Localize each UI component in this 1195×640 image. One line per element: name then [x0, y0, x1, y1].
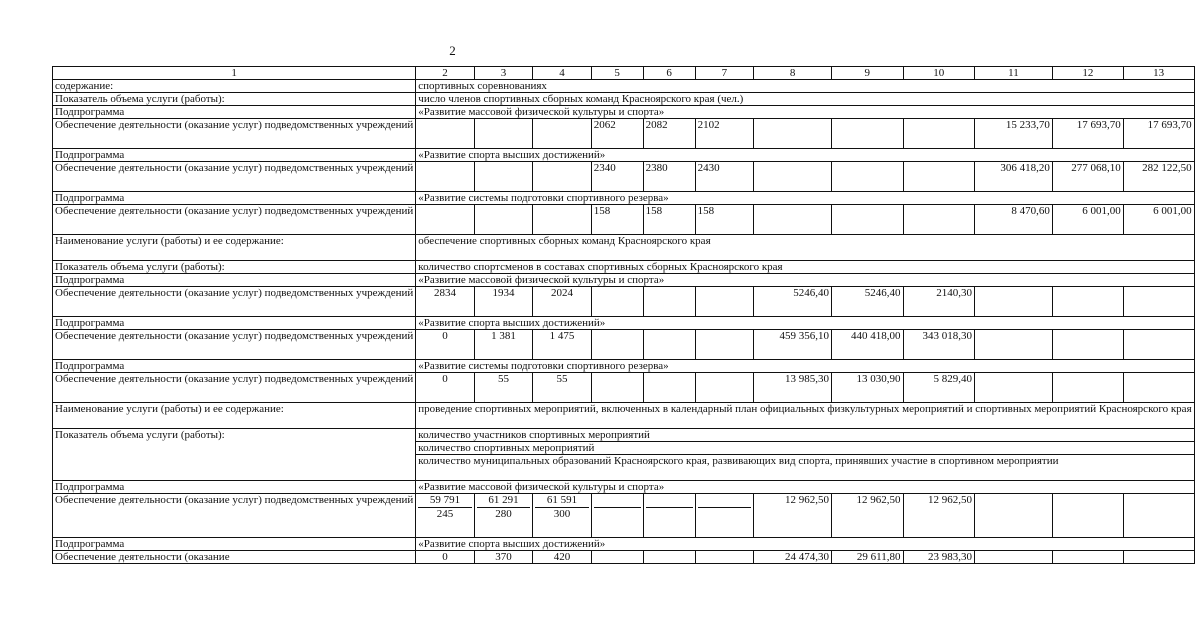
cell-11: 8 470,60	[974, 205, 1052, 235]
service-name: обеспечение спортивных сборных команд Красноярского края	[416, 235, 1194, 261]
cell-8: 13 985,30	[754, 373, 832, 403]
cell-10: 2140,30	[903, 287, 974, 317]
row-label: Обеспечение деятельности (оказание услуг) подведомственных учреждений	[53, 494, 416, 538]
cell-10: 343 018,30	[903, 330, 974, 360]
row-label: Подпрограмма	[53, 360, 416, 373]
services-table	[52, 66, 1195, 564]
header-col-6: 6	[643, 67, 695, 80]
cell-4a: 61 591	[535, 494, 588, 508]
cell-3: 1934	[474, 287, 532, 317]
row-label: Подпрограмма	[53, 274, 416, 287]
row-label: Обеспечение деятельности (оказание услуг) подведомственных учреждений	[53, 162, 416, 192]
cell-4-split	[533, 494, 591, 538]
cell-3b: 280	[495, 508, 512, 520]
table-row	[53, 494, 1195, 538]
cell-2-split	[416, 494, 474, 538]
table-row	[53, 162, 1195, 192]
cell-5: 158	[591, 205, 643, 235]
cell-3: 1 381	[474, 330, 532, 360]
header-col-11: 11	[974, 67, 1052, 80]
row-value: спортивных соревнованиях	[416, 80, 1194, 93]
cell-4: 2024	[533, 287, 591, 317]
table-row	[53, 235, 1195, 261]
header-col-12: 12	[1052, 67, 1123, 80]
header-col-13: 13	[1123, 67, 1194, 80]
subprogram-name: «Развитие массовой физической культуры и спорта»	[416, 481, 1194, 494]
table-row	[53, 93, 1195, 106]
cell-8: 459 356,10	[754, 330, 832, 360]
subprogram-name: «Развитие спорта высших достижений»	[416, 149, 1194, 162]
cell-7: 158	[695, 205, 753, 235]
cell-3-split	[474, 494, 532, 538]
cell-2: 0	[416, 373, 474, 403]
table-row	[53, 330, 1195, 360]
cell-3: 55	[474, 373, 532, 403]
subprogram-name: «Развитие спорта высших достижений»	[416, 538, 1194, 551]
cell-9: 12 962,50	[832, 494, 903, 538]
cell-2: 2834	[416, 287, 474, 317]
table-row	[53, 403, 1195, 429]
cell-3a: 61 291	[477, 494, 530, 508]
table-row	[53, 481, 1195, 494]
cell-5: 2340	[591, 162, 643, 192]
table-row	[53, 192, 1195, 205]
cell-9: 29 611,80	[832, 551, 903, 564]
table-row	[53, 274, 1195, 287]
header-col-7: 7	[695, 67, 753, 80]
header-col-4: 4	[533, 67, 591, 80]
subprogram-name: «Развитие массовой физической культуры и спорта»	[416, 274, 1194, 287]
table-row	[53, 205, 1195, 235]
cell-8: 5246,40	[754, 287, 832, 317]
subprogram-name: «Развитие массовой физической культуры и спорта»	[416, 106, 1194, 119]
header-col-2: 2	[416, 67, 474, 80]
cell-8: 12 962,50	[754, 494, 832, 538]
table-row	[53, 429, 1195, 442]
cell-6: 158	[643, 205, 695, 235]
cell-11: 15 233,70	[974, 119, 1052, 149]
indicator-b: количество спортивных мероприятий	[416, 442, 1194, 455]
cell-12: 17 693,70	[1052, 119, 1123, 149]
cell-5: 2062	[591, 119, 643, 149]
cell-4b: 300	[553, 508, 571, 520]
cell-2: 0	[416, 551, 474, 564]
table-row	[53, 80, 1195, 93]
cell-2a: 59 791	[418, 494, 471, 508]
row-label: Подпрограмма	[53, 538, 416, 551]
cell-13: 6 001,00	[1123, 205, 1194, 235]
table-row	[53, 538, 1195, 551]
cell-4: 55	[533, 373, 591, 403]
row-label: Наименование услуги (работы) и ее содержание:	[53, 235, 416, 261]
subprogram-name: «Развитие системы подготовки спортивного резерва»	[416, 360, 1194, 373]
row-label: Наименование услуги (работы) и ее содержание:	[53, 403, 416, 429]
row-label: Обеспечение деятельности (оказание услуг) подведомственных учреждений	[53, 330, 416, 360]
row-label: Показатель объема услуги (работы):	[53, 261, 416, 274]
header-row	[53, 67, 1195, 80]
cell-10: 12 962,50	[903, 494, 974, 538]
table-row	[53, 287, 1195, 317]
cell-9: 5246,40	[832, 287, 903, 317]
cell-11: 306 418,20	[974, 162, 1052, 192]
cell-13: 282 122,50	[1123, 162, 1194, 192]
row-label: Подпрограмма	[53, 317, 416, 330]
row-label: Обеспечение деятельности (оказание услуг) подведомственных учреждений	[53, 373, 416, 403]
cell-6: 2082	[643, 119, 695, 149]
header-col-10: 10	[903, 67, 974, 80]
row-label: Обеспечение деятельности (оказание услуг) подведомственных учреждений	[53, 119, 416, 149]
subprogram-name: «Развитие системы подготовки спортивного резерва»	[416, 192, 1194, 205]
cell-2: 0	[416, 330, 474, 360]
cell-4: 420	[533, 551, 591, 564]
row-label: Подпрограмма	[53, 149, 416, 162]
table-row	[53, 551, 1195, 564]
cell-7: 2430	[695, 162, 753, 192]
table-row	[53, 119, 1195, 149]
header-col-1: 1	[53, 67, 416, 80]
row-label: Подпрограмма	[53, 106, 416, 119]
row-value: число членов спортивных сборных команд Красноярского края (чел.)	[416, 93, 1194, 106]
table-row	[53, 106, 1195, 119]
table-row	[53, 149, 1195, 162]
cell-12: 6 001,00	[1052, 205, 1123, 235]
table-row	[53, 261, 1195, 274]
row-label: содержание:	[53, 80, 416, 93]
row-label: Обеспечение деятельности (оказание	[53, 551, 416, 564]
cell-10: 5 829,40	[903, 373, 974, 403]
cell-8: 24 474,30	[754, 551, 832, 564]
table-row	[53, 373, 1195, 403]
cell-12: 277 068,10	[1052, 162, 1123, 192]
row-label: Подпрограмма	[53, 192, 416, 205]
row-label: Показатель объема услуги (работы):	[53, 429, 416, 481]
cell-6: 2380	[643, 162, 695, 192]
row-label: Обеспечение деятельности (оказание услуг) подведомственных учреждений	[53, 205, 416, 235]
row-label: Подпрограмма	[53, 481, 416, 494]
header-col-3: 3	[474, 67, 532, 80]
cell-9: 440 418,00	[832, 330, 903, 360]
indicator-a: количество участников спортивных мероприятий	[416, 429, 1194, 442]
cell-2b: 245	[436, 508, 454, 520]
cell-3: 370	[474, 551, 532, 564]
row-value: количество спортсменов в составах спортивных сборных Красноярского края	[416, 261, 1194, 274]
cell-13: 17 693,70	[1123, 119, 1194, 149]
table-row	[53, 360, 1195, 373]
service-name: проведение спортивных мероприятий, включенных в календарный план официальных физкультурных мероприятий и спортивных мероприятий Красноярского края	[416, 403, 1194, 429]
cell-9: 13 030,90	[832, 373, 903, 403]
row-label: Показатель объема услуги (работы):	[53, 93, 416, 106]
indicator-c: количество муниципальных образований Красноярского края, развивающих вид спорта, принявших участие в спортивном мероприятии	[416, 455, 1194, 481]
page-number: 2	[449, 43, 456, 58]
cell-10: 23 983,30	[903, 551, 974, 564]
header-col-8: 8	[754, 67, 832, 80]
cell-4: 1 475	[533, 330, 591, 360]
row-label: Обеспечение деятельности (оказание услуг) подведомственных учреждений	[53, 287, 416, 317]
header-col-5: 5	[591, 67, 643, 80]
cell-7: 2102	[695, 119, 753, 149]
table-row	[53, 317, 1195, 330]
header-col-9: 9	[832, 67, 903, 80]
subprogram-name: «Развитие спорта высших достижений»	[416, 317, 1194, 330]
